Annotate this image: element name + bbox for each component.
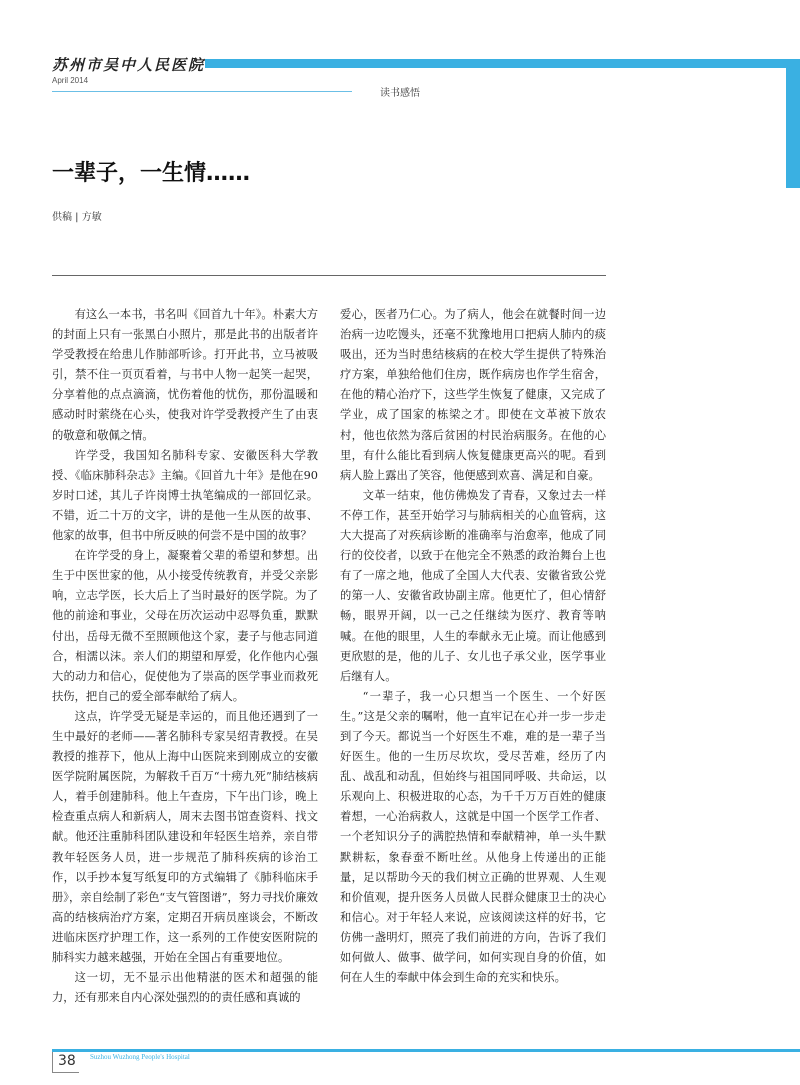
paragraph: 文革一结束，他仿佛焕发了青春，又象过去一样不停工作，甚至开始学习与肺病相关的心血管病，这大大提高了对疾病诊断的准确率与治愈率，他成了同行的佼佼者，以致于在他完全不熟悉的政治舞台上也有了一席之地，他成了全国人大代表、安徽省致公党的第一人、安徽省政协副主席。他更忙了，但心情舒畅，眼界开阔，以一己之任继续为医疗、教育等呐喊。在他的眼里，人生的奉献永无止境。而让他感到更欣慰的是，他的儿子、女儿也子承父业，医学事业后继有人。 <box>340 488 606 683</box>
paragraph: 在许学受的身上，凝聚着父辈的希望和梦想。出生于中医世家的他，从小接受传统教育，并受父亲影响，立志学医，长大后上了当时最好的医学院。为了他的前途和事业，父母在历次运动中忍辱负重，默默付出，岳母无微不至照顾他这个家，妻子与他志同道合，相濡以沫。亲人们的期望和厚爱，化作他内心强大的动力和信心，促使他为了崇高的医学事业而救死扶伤，把自己的爱全部奉献给了病人。 <box>52 549 318 703</box>
paragraph-continued: 爱心，医者乃仁心。为了病人，他会在就餐时间一边治病一边吃馒头，还毫不犹豫地用口把病人肺内的痰吸出，还为当时患结核病的在校大学生提供了特殊治疗方案，单独给他们住房，既作病房也作学生宿舍，在他的精心治疗下，这些学生恢复了健康，又完成了学业，成了国家的栋梁之才。即使在文革被下放农村，他也依然为落后贫困的村民治病服务。在他的心里，有什么能比看到病人恢复健康更高兴的呢。看到病人脸上露出了笑容，他便感到欢喜、满足和自豪。 <box>340 308 606 482</box>
page-number: 38 <box>58 1053 76 1069</box>
article-byline: 供稿 | 方敏 <box>52 212 102 223</box>
footer-hospital-name: Suzhou Wuzhong People's Hospital <box>90 1053 190 1061</box>
paragraph: “一辈子，我一心只想当一个医生、一个好医生。”这是父亲的嘱咐，他一直牢记在心并一步一步走到了今天。都说当一个好医生不难，难的是一辈子当好医生。他的一生历尽坎坎，受尽苦难，经历了内乱、战乱和动乱，但始终与祖国同呼吸、共命运，以乐观向上、积极进取的心态，为千千万万百姓的健康着想，一心治病救人，这就是中国一个医学工作者、一个老知识分子的满腔热情和奉献精神，单一头牛默默耕耘，象春蚕不断吐丝。从他身上传递出的正能量，足以帮助今天的我们树立正确的世界观、人生观和价值观，提升医务人员做人民群众健康卫士的决心和信心。对于年轻人来说，应该阅读这样的好书，它仿佛一盏明灯，照亮了我们前进的方向，告诉了我们如何做人、做事、做学问，如何实现自身的价值，如何在人生的奉献中体会到生命的充实和快乐。 <box>340 689 606 985</box>
hospital-name-logo: 苏州市吴中人民医院 <box>52 56 206 74</box>
issue-date: April 2014 <box>52 76 89 85</box>
article-title: 一辈子，一生情…… <box>52 161 251 186</box>
paragraph: 这一切，无不显示出他精湛的医术和超强的能力，还有那来自内心深处强烈的的责任感和真诚的 <box>52 971 318 1005</box>
header-accent-bar <box>205 59 800 68</box>
title-rule <box>52 275 606 276</box>
article-column-left <box>52 305 318 1008</box>
section-label: 读书感悟 <box>380 88 420 99</box>
paragraph: 许学受，我国知名肺科专家、安徽医科大学教授、《临床肺科杂志》主编。《回首九十年》是他在90岁时口述，其儿子许岗博士执笔编成的一部回忆录。不错，近二十万的文字，讲的是他一生从医的故事、他家的故事，但书中所反映的何尝不是中国的故事？ <box>52 448 318 543</box>
header-rule <box>52 91 352 92</box>
paragraph: 这点，许学受无疑是幸运的，而且他还遇到了一生中最好的老师——著名肺科专家吴绍青教授。在吴教授的推荐下，他从上海中山医院来到刚成立的安徽医学院附属医院，为解救千百万“十痨九死”肺结核病人，着手创建肺科。他上午查房，下午出门诊，晚上检查重点病人和新病人，周末去图书馆查资料、找文献。他还注重肺科团队建设和年轻医生培养，亲自带教年轻医务人员，进一步规范了肺科疾病的诊治工作，以手抄本复写纸复印的方式编辑了《肺科临床手册》，亲自绘制了彩色“支气管图谱”，努力寻找价廉效高的结核病治疗方案，定期召开病员座谈会，不断改进临床医疗护理工作，这一系列的工作使安医附院的肺科实力越来越强，开始在全国占有重要地位。 <box>52 709 318 964</box>
paragraph: 有这么一本书，书名叫《回首九十年》。朴素大方的封面上只有一张黑白小照片，那是此书的出版者许学受教授在给患儿作肺部听诊。打开此书，立马被吸引，禁不住一页页看着，与书中人物一起笑一起哭，分享着他的点点滴滴，忧伤着他的忧伤，那份温暖和感动时时萦绕在心头，使我对许学受教授产生了由衷的敬意和敬佩之情。 <box>52 308 318 442</box>
footer-accent-bar <box>52 1049 800 1052</box>
article-column-right <box>340 305 606 988</box>
side-accent-bar <box>786 68 800 188</box>
